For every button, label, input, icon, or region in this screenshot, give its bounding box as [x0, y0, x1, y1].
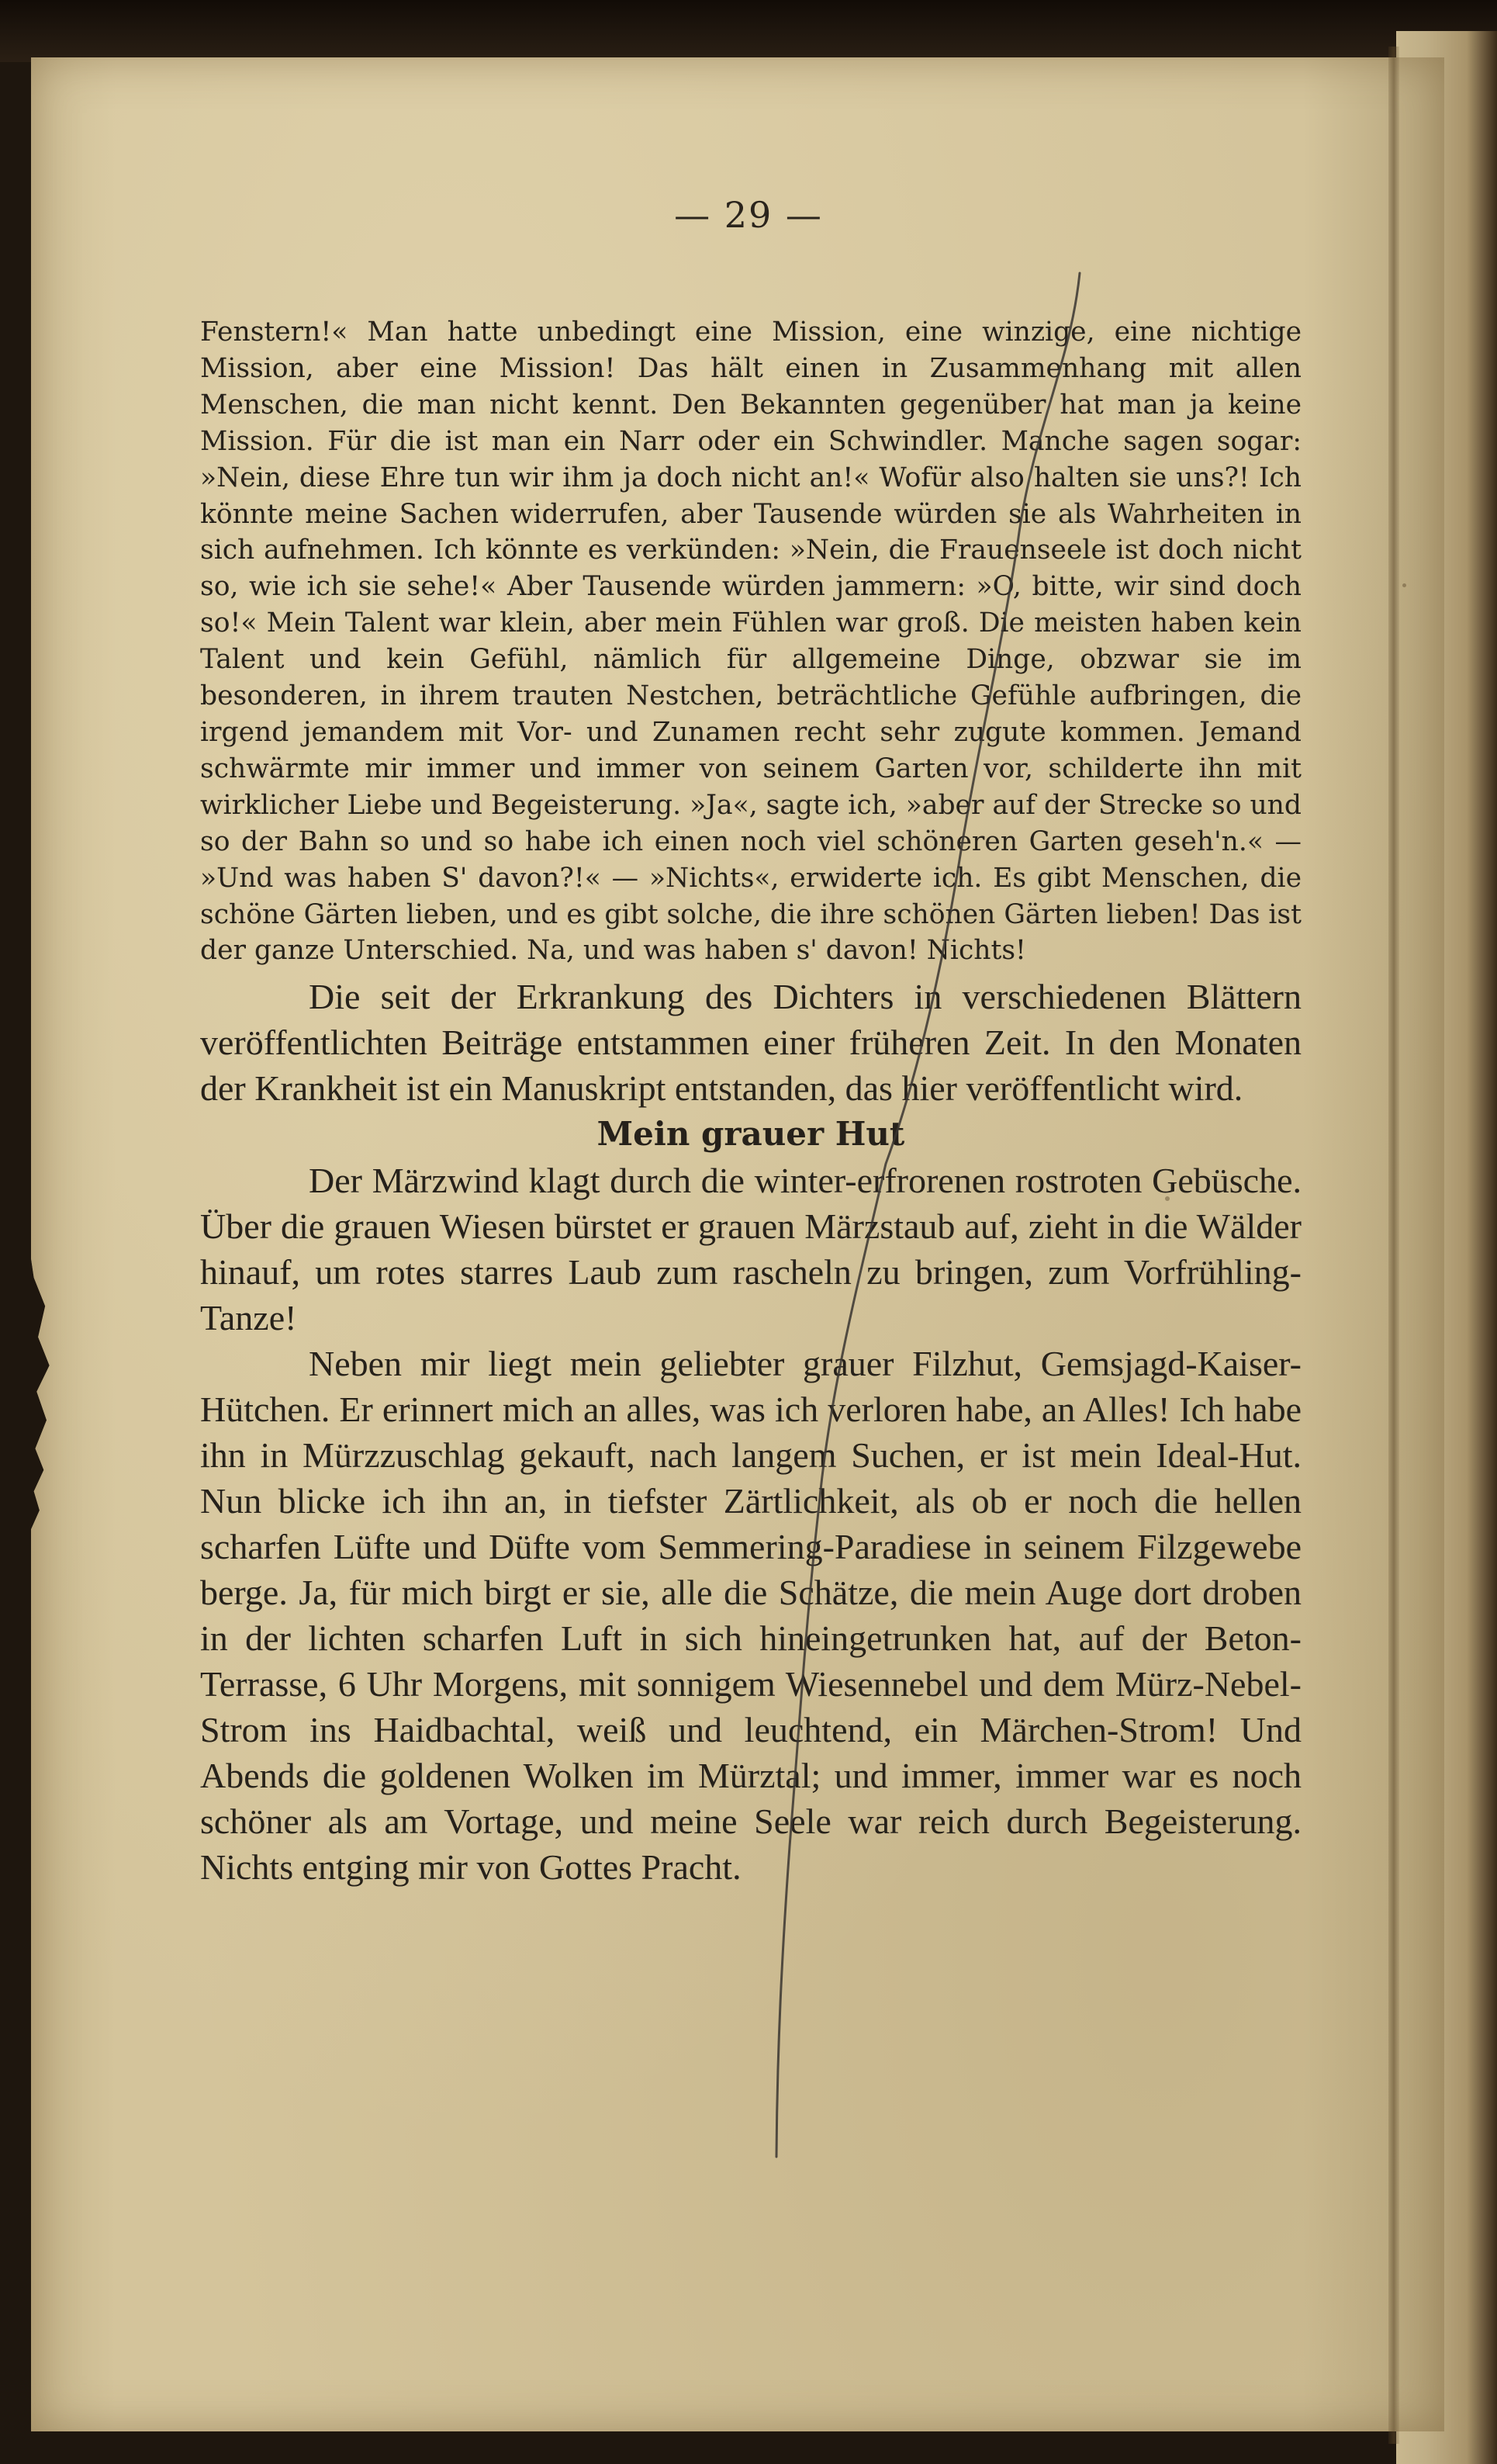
paragraph-maerzwind: Der Märzwind klagt durch die winter-erfrorenen rostroten Gebüsche. Über die grauen Wiesen bürstet er grauen Märzstaub auf, zieht in die Wälder hinauf, um rotes starres Laub zum rascheln zu bringen, zum Vorfrühling-Tanze!	[200, 1161, 1302, 1338]
section-title: Mein grauer Hut	[596, 1115, 905, 1154]
paragraph-continuation: Fenstern!« Man hatte unbedingt eine Mission, eine winzige, eine nichtige Mission, aber eine Mission! Das hält einen in Zusammenhang mit allen Menschen, die man nicht kennt. Den Bekannten gegenüber hat man ja keine Mission. Für die ist man ein Narr oder ein Schwindler. Manche sagen sogar: »Nein, diese Ehre tun wir ihm ja doch nicht an!« Wofür also halten sie uns?! Ich könnte meine Sachen widerrufen, aber Tausende würden sie als Wahrheiten in sich aufnehmen. Ich könnte es verkünden: »Nein, die Frauenseele ist doch nicht so, wie ich sie sehe!« Aber Tausende würden jammern: »O, bitte, wir sind doch so!« Mein Talent war klein, aber mein Fühlen war groß. Die meisten haben kein Talent und kein Gefühl, nämlich für allgemeine Dinge, obzwar sie im besonderen, in ihrem trauten Nestchen, beträchtliche Gefühle aufbringen, die irgend jemandem mit Vor- und Zunamen recht sehr zugute kommen. Jemand schwärmte mir immer und immer von seinem Garten vor, schilderte ihn mit wirklicher Liebe und Begeisterung. »Ja«, sagte ich, »aber auf der Strecke so und so der Bahn so und so habe ich einen noch viel schöneren Garten geseh'n.« — »Und was haben S' davon?!« — »Nichts«, erwiderte ich. Es gibt Menschen, die schöne Gärten lieben, und es gibt solche, die ihre schönen Gärten lieben! Das ist der ganze Unterschied. Na, und was haben s' davon! Nichts!	[200, 317, 1302, 967]
paragraph-filzhut: Neben mir liegt mein geliebter grauer Filzhut, Gemsjagd-Kaiser-Hütchen. Er erinnert mich an alles, was ich verloren habe, an Alles! Ich habe ihn in Mürzzuschlag gekauft, nach langem Suchen, er ist mein Ideal-Hut. Nun blicke ich ihn an, in tiefster Zärtlichkeit, als ob er noch die hellen scharfen Lüfte und Düfte vom Semmering-Paradiese in seinem Filzgewebe berge. Ja, für mich birgt er sie, alle die Schätze, die mein Auge dort droben in der lichten scharfen Luft in sich hineingetrunken hat, auf der Beton-Terrasse, 6 Uhr Morgens, mit sonnigem Wiesennebel und dem Mürz-Nebel-Strom ins Haidbachtal, weiß und leuchtend, ein Märchen-Strom! Und Abends die goldenen Wolken im Mürztal; und immer, immer war es noch schöner als am Vortage, und meine Seele war reich durch Begeisterung. Nichts entging mir von Gottes Pracht.	[200, 1344, 1302, 1888]
paragraph-editorial-note: Die seit der Erkrankung des Dichters in verschiedenen Blättern veröffentlichten Beiträge entstammen einer früheren Zeit. In den Monaten der Krankheit ist ein Manuskript entstanden, das hier veröffentlicht wird.	[200, 977, 1302, 1109]
page-number: — 29 —	[674, 194, 823, 236]
